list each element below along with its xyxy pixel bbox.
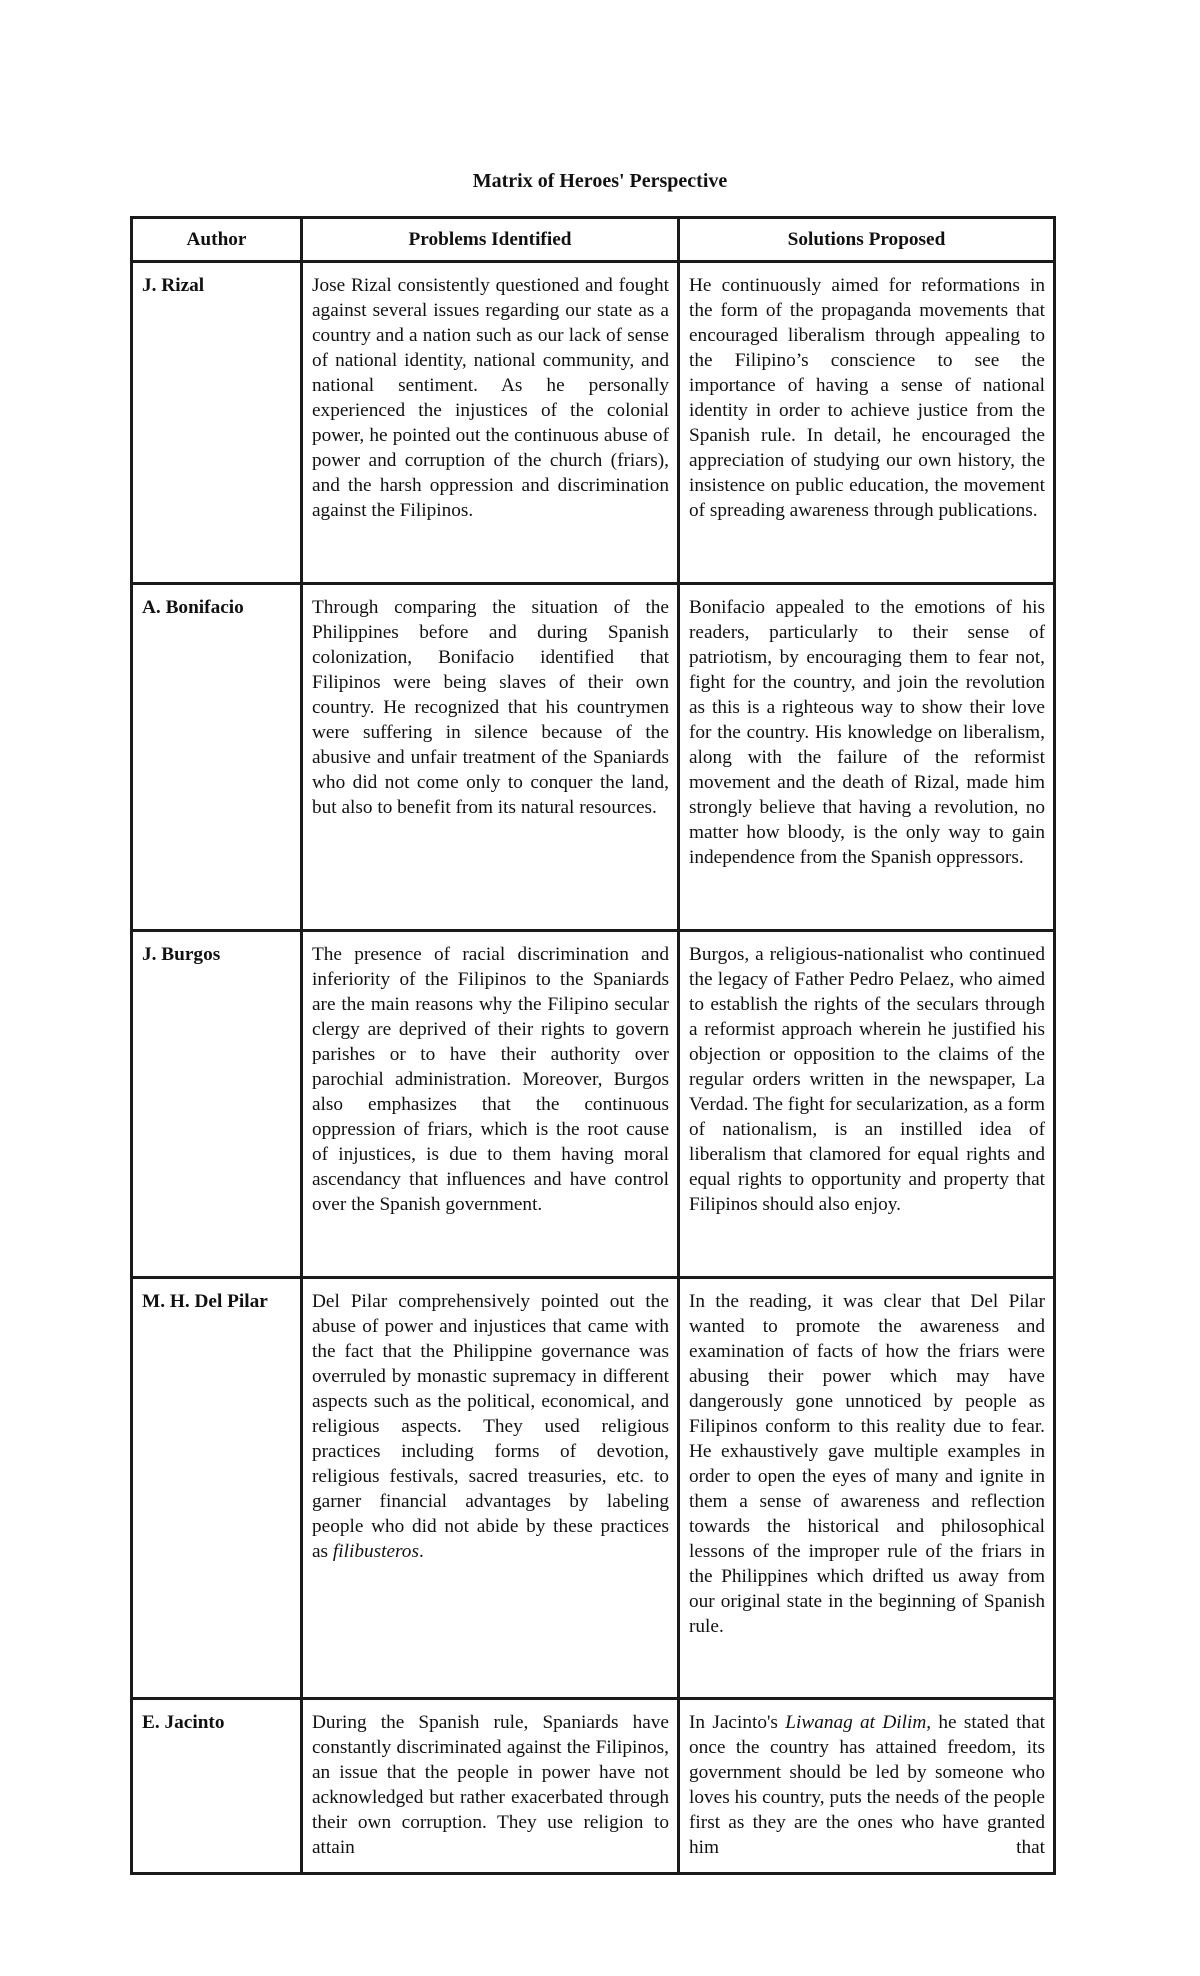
table-row-del-pilar bbox=[132, 1278, 1055, 1699]
solutions-cell: Bonifacio appealed to the emotions of his readers, particularly to their sense of patriotism, by encouraging them to fear not, fight for the country, and join the revolution as this is a righteous way to show their love for the country. His knowledge on liberalism, along with the failure of the reformist movement and the death of Rizal, made him strongly believe that having a revolution, no matter how bloody, is the only way to gain independence from the Spanish oppressors. bbox=[679, 584, 1055, 931]
table-row-rizal bbox=[132, 262, 1055, 584]
table-header-row bbox=[132, 218, 1055, 262]
column-header-solutions: Solutions Proposed bbox=[679, 218, 1055, 262]
problems-cell: Jose Rizal consistently questioned and fought against several issues regarding our state as a country and a nation such as our lack of sense of national identity, national community, and national sentiment. As he personally experienced the injustices of the colonial power, he pointed out the continuous abuse of power and corruption of the church (friars), and the harsh oppression and discrimination against the Filipinos. bbox=[302, 262, 679, 584]
document-title: Matrix of Heroes' Perspective bbox=[472, 170, 728, 192]
problems-text-end: . bbox=[418, 1541, 424, 1562]
author-cell: A. Bonifacio bbox=[132, 584, 302, 931]
solutions-cell: He continuously aimed for reformations in the form of the propaganda movements that encouraged liberalism through appealing to the Filipino’s conscience to see the importance of having a sense of national identity in order to achieve justice from the Spanish rule. In detail, he encouraged the appreciation of studying our own history, the insistence on public education, the movement of spreading awareness through publications. bbox=[679, 262, 1055, 584]
solutions-prefix: In Jacinto's bbox=[689, 1712, 778, 1733]
author-cell: E. Jacinto bbox=[132, 1699, 302, 1874]
solutions-text: , he stated that once the country has attained freedom, its government should be led by someone who loves his country, puts the needs of the people first as they are the ones who have granted him that bbox=[689, 1712, 1046, 1858]
problems-cell: During the Spanish rule, Spaniards have constantly discriminated against the Filipinos, an issue that the people in power have not acknowledged but rather exacerbated through their own corruption. They use religion to attain bbox=[302, 1699, 679, 1874]
solutions-cell bbox=[679, 1699, 1055, 1874]
solutions-italic-title: Liwanag at Dilim bbox=[785, 1712, 927, 1733]
problems-italic-term: filibusteros bbox=[332, 1541, 419, 1562]
table-row-burgos bbox=[132, 931, 1055, 1278]
author-cell: J. Burgos bbox=[132, 931, 302, 1278]
author-cell: M. H. Del Pilar bbox=[132, 1278, 302, 1699]
table-row-jacinto bbox=[132, 1699, 1055, 1874]
solutions-cell: Burgos, a religious-nationalist who continued the legacy of Father Pedro Pelaez, who aimed to establish the rights of the seculars through a reformist approach wherein he justified his objection or opposition to the claims of the regular orders written in the newspaper, La Verdad. The fight for secularization, as a form of nationalism, is an instilled idea of liberalism that clamored for equal rights and equal rights to opportunity and property that Filipinos should also enjoy. bbox=[679, 931, 1055, 1278]
column-header-problems: Problems Identified bbox=[302, 218, 679, 262]
column-header-author: Author bbox=[132, 218, 302, 262]
heroes-matrix-table bbox=[130, 216, 1056, 1875]
problems-cell bbox=[302, 1278, 679, 1699]
problems-cell: The presence of racial discrimination and inferiority of the Filipinos to the Spaniards are the main reasons why the Filipino secular clergy are deprived of their rights to govern parishes or to have their authority over parochial administration. Moreover, Burgos also emphasizes that the continuous oppression of friars, which is the root cause of injustices, is due to them having moral ascendancy that influences and have control over the Spanish government. bbox=[302, 931, 679, 1278]
problems-text: Del Pilar comprehensively pointed out the abuse of power and injustices that came with the fact that the Philippine governance was overruled by monastic supremacy in different aspects such as the political, economical, and religious aspects. They used religious practices including forms of devotion, religious festivals, sacred treasuries, etc. to garner financial advantages by labeling people who did not abide by these practices as bbox=[312, 1291, 669, 1562]
problems-cell: Through comparing the situation of the Philippines before and during Spanish colonization, Bonifacio identified that Filipinos were being slaves of their own country. He recognized that his countrymen were suffering in silence because of the abusive and unfair treatment of the Spaniards who did not come only to conquer the land, but also to benefit from its natural resources. bbox=[302, 584, 679, 931]
solutions-cell: In the reading, it was clear that Del Pilar wanted to promote the awareness and examination of facts of how the friars were abusing their power which may have dangerously gone unnoticed by people as Filipinos conform to this reality due to fear. He exhaustively gave multiple examples in order to open the eyes of many and ignite in them a sense of awareness and reflection towards the historical and philosophical lessons of the improper rule of the friars in the Philippines which drifted us away from our original state in the beginning of Spanish rule. bbox=[679, 1278, 1055, 1699]
author-cell: J. Rizal bbox=[132, 262, 302, 584]
table-row-bonifacio bbox=[132, 584, 1055, 931]
